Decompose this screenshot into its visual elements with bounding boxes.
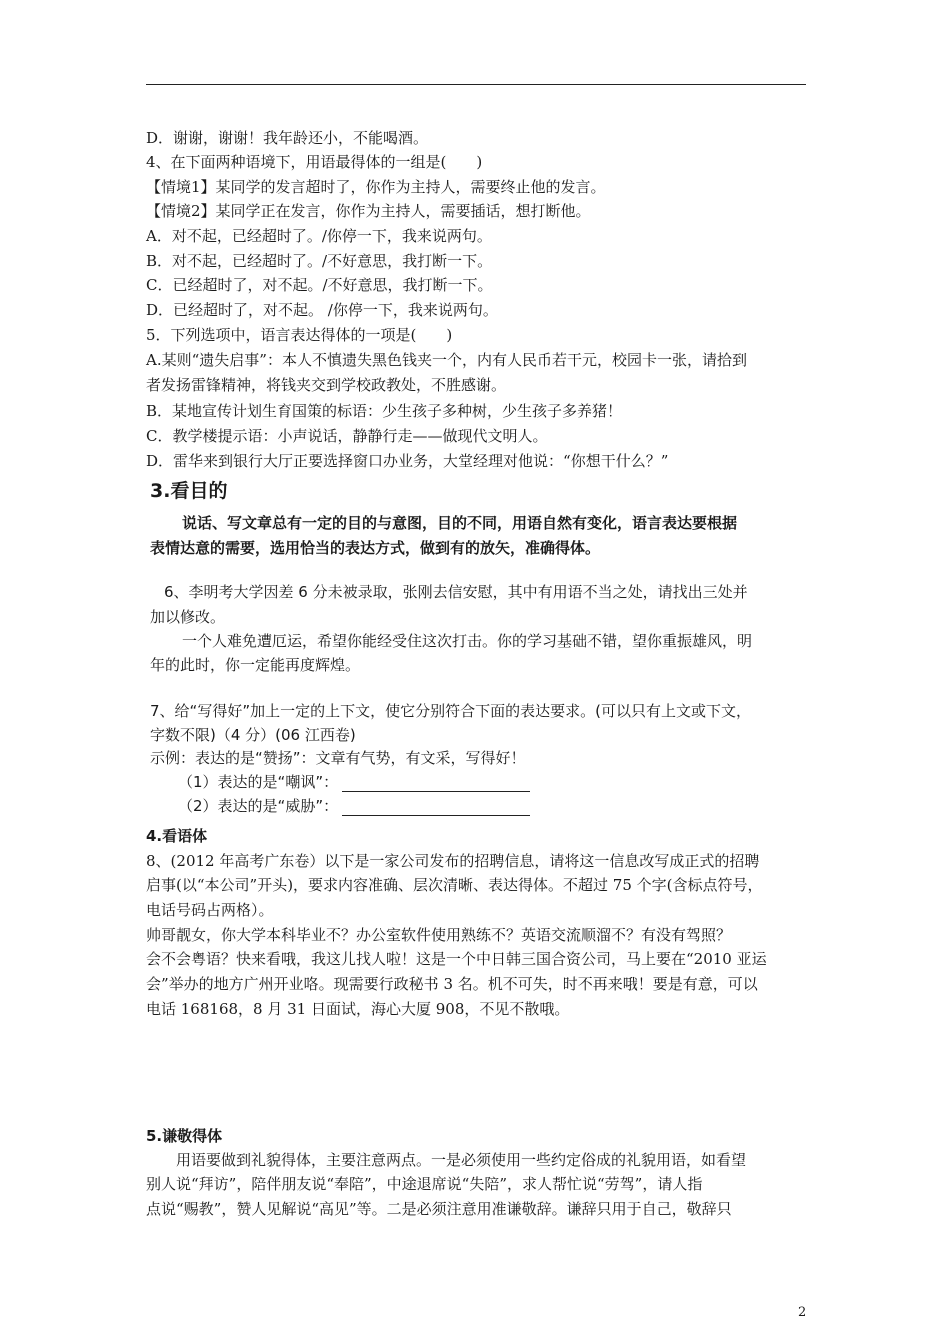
text-line: 【情境2】某同学正在发言，你作为主持人，需要插话，想打断他。 xyxy=(146,202,591,220)
text-line: D．雷华来到银行大厅正要选择窗口办业务，大堂经理对他说：“你想干什么？” xyxy=(146,452,669,470)
text-line: D．已经超时了，对不起。 /你停一下，我来说两句。 xyxy=(146,301,498,319)
text-line: A．对不起，已经超时了。/你停一下，我来说两句。 xyxy=(146,227,492,245)
text-line: 者发扬雷锋精神，将钱夹交到学校政教处，不胜感谢。 xyxy=(146,376,507,394)
question-7-item-2 xyxy=(178,795,530,816)
item-label: （2）表达的是“威胁”： xyxy=(178,797,339,815)
text-line: 帅哥靓女，你大学本科毕业不？办公室软件使用熟练不？英语交流顺溜不？有没有驾照？ xyxy=(146,926,732,944)
text-line: 点说“赐教”，赞人见解说“高见”等。二是必须注意用准谦敬辞。谦辞只用于自己，敬辞只 xyxy=(146,1200,732,1218)
text-line: 电话 168168，8 月 31 日面试，海心大厦 908，不见不散哦。 xyxy=(146,1000,570,1018)
question-6: 加以修改。 xyxy=(150,608,226,626)
section-4-title: 4.看语体 xyxy=(146,827,208,845)
page-number: 2 xyxy=(798,1305,807,1320)
section-3-intro: 表情达意的需要，选用恰当的表达方式，做到有的放矢，准确得体。 xyxy=(150,539,601,557)
text-line: D．谢谢，谢谢！我年龄还小，不能喝酒。 xyxy=(146,129,429,147)
section-3-title: 3.看目的 xyxy=(150,480,228,502)
question-6: 6、李明考大学因差 6 分未被录取，张刚去信安慰，其中有用语不当之处，请找出三处并 xyxy=(164,583,748,601)
text-line: 会”举办的地方广州开业咯。现需要行政秘书 3 名。机不可失，时不再来哦！要是有意，可以 xyxy=(146,975,758,993)
text-line: 8、(2012 年高考广东卷）以下是一家公司发布的招聘信息，请将这一信息改写成正式的招聘 xyxy=(146,852,760,870)
text-line: C．已经超时了，对不起。/不好意思，我打断一下。 xyxy=(146,276,493,294)
section-5-title: 5.谦敬得体 xyxy=(146,1127,223,1145)
text-line: 5．下列选项中，语言表达得体的一项是( ) xyxy=(146,326,453,344)
text-line: C．教学楼提示语：小声说话，静静行走——做现代文明人。 xyxy=(146,427,548,445)
text-line: B．某地宣传计划生育国策的标语：少生孩子多种树，少生孩子多养猪！ xyxy=(146,402,623,420)
question-7: 7、给“写得好”加上一定的上下文，使它分别符合下面的表达要求。(可以只有上文或下文， xyxy=(150,702,751,720)
text-line: B．对不起，已经超时了。/不好意思，我打断一下。 xyxy=(146,252,493,270)
text-line: 启事(以“本公司”开头)，要求内容准确、层次清晰、表达得体。不超过 75 个字(含标点符号， xyxy=(146,876,763,894)
question-7-example: 示例：表达的是“赞扬”：文章有气势，有文采，写得好！ xyxy=(150,749,526,767)
text-line: 4、在下面两种语境下，用语最得体的一组是( ) xyxy=(146,153,483,171)
question-6-passage: 年的此时，你一定能再度辉煌。 xyxy=(150,656,361,674)
question-7: 字数不限)（4 分）(06 江西卷) xyxy=(150,726,356,744)
text-line: 【情境1】某同学的发言超时了，你作为主持人，需要终止他的发言。 xyxy=(146,178,606,196)
text-line: 电话号码占两格）。 xyxy=(146,901,274,919)
question-7-item-1 xyxy=(178,771,530,792)
text-line: 别人说“拜访”，陪伴朋友说“奉陪”，中途退席说“失陪”，求人帮忙说“劳驾”，请人指 xyxy=(146,1175,703,1193)
answer-blank[interactable] xyxy=(342,777,530,792)
header-rule xyxy=(146,84,806,85)
text-line: 用语要做到礼貌得体，主要注意两点。一是必须使用一些约定俗成的礼貌用语，如看望 xyxy=(146,1151,747,1169)
answer-blank[interactable] xyxy=(342,801,530,816)
text-line: 会不会粤语？快来看哦，我这儿找人啦！这是一个中日韩三国合资公司，马上要在“2010 亚运 xyxy=(146,950,767,968)
text-line: A.某则“遗失启事”：本人不慎遗失黑色钱夹一个，内有人民币若干元，校园卡一张，请拾到 xyxy=(146,351,747,369)
question-6-passage: 一个人难免遭厄运，希望你能经受住这次打击。你的学习基础不错，望你重振雄风，明 xyxy=(182,632,753,650)
item-label: （1）表达的是“嘲讽”： xyxy=(178,773,339,791)
section-3-intro: 说话、写文章总有一定的目的与意图，目的不同，用语自然有变化，语言表达要根据 xyxy=(182,514,738,532)
